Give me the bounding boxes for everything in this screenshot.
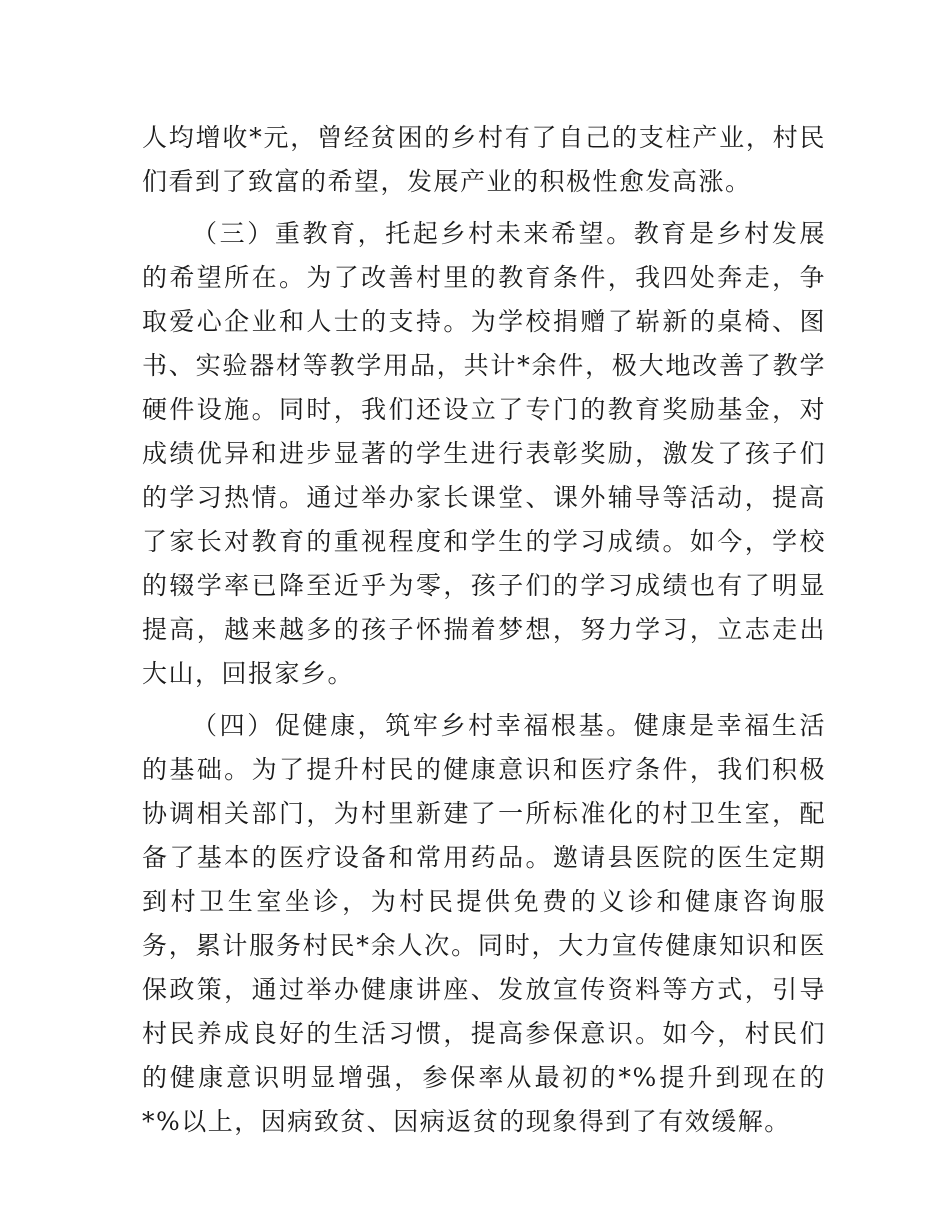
paragraph-education: （三）重教育，托起乡村未来希望。教育是乡村发展的希望所在。为了改善村里的教育条件，我四处奔走，争取爱心企业和人士的支持。为学校捐赠了崭新的桌椅、图书、实验器材等教学用品，共计*余件，极大地改善了教学硬件设施。同时，我们还设立了专门的教育奖励基金，对成绩优异和进步显著的学生进行表彰奖励，激发了孩子们的学习热情。通过举办家长课堂、课外辅导等活动，提高了家长对教育的重视程度和学生的学习成绩。如今，学校的辍学率已降至近乎为零，孩子们的学习成绩也有了明显提高，越来越多的孩子怀揣着梦想，努力学习，立志走出大山，回报家乡。 bbox=[142, 219, 826, 688]
paragraph-continuation: 人均增收*元，曾经贫困的乡村有了自己的支柱产业，村民们看到了致富的希望，发展产业的积极性愈发高涨。 bbox=[142, 123, 826, 196]
paragraph-health: （四）促健康，筑牢乡村幸福根基。健康是幸福生活的基础。为了提升村民的健康意识和医疗条件，我们积极协调相关部门，为村里新建了一所标准化的村卫生室，配备了基本的医疗设备和常用药品。邀请县医院的医生定期到村卫生室坐诊，为村民提供免费的义诊和健康咨询服务，累计服务村民*余人次。同时，大力宣传健康知识和医保政策，通过举办健康讲座、发放宣传资料等方式，引导村民养成良好的生活习惯，提高参保意识。如今，村民们的健康意识明显增强，参保率从最初的*%提升到现在的*%以上，因病致贫、因病返贫的现象得到了有效缓解。 bbox=[142, 711, 826, 1136]
document-body bbox=[142, 116, 826, 1152]
